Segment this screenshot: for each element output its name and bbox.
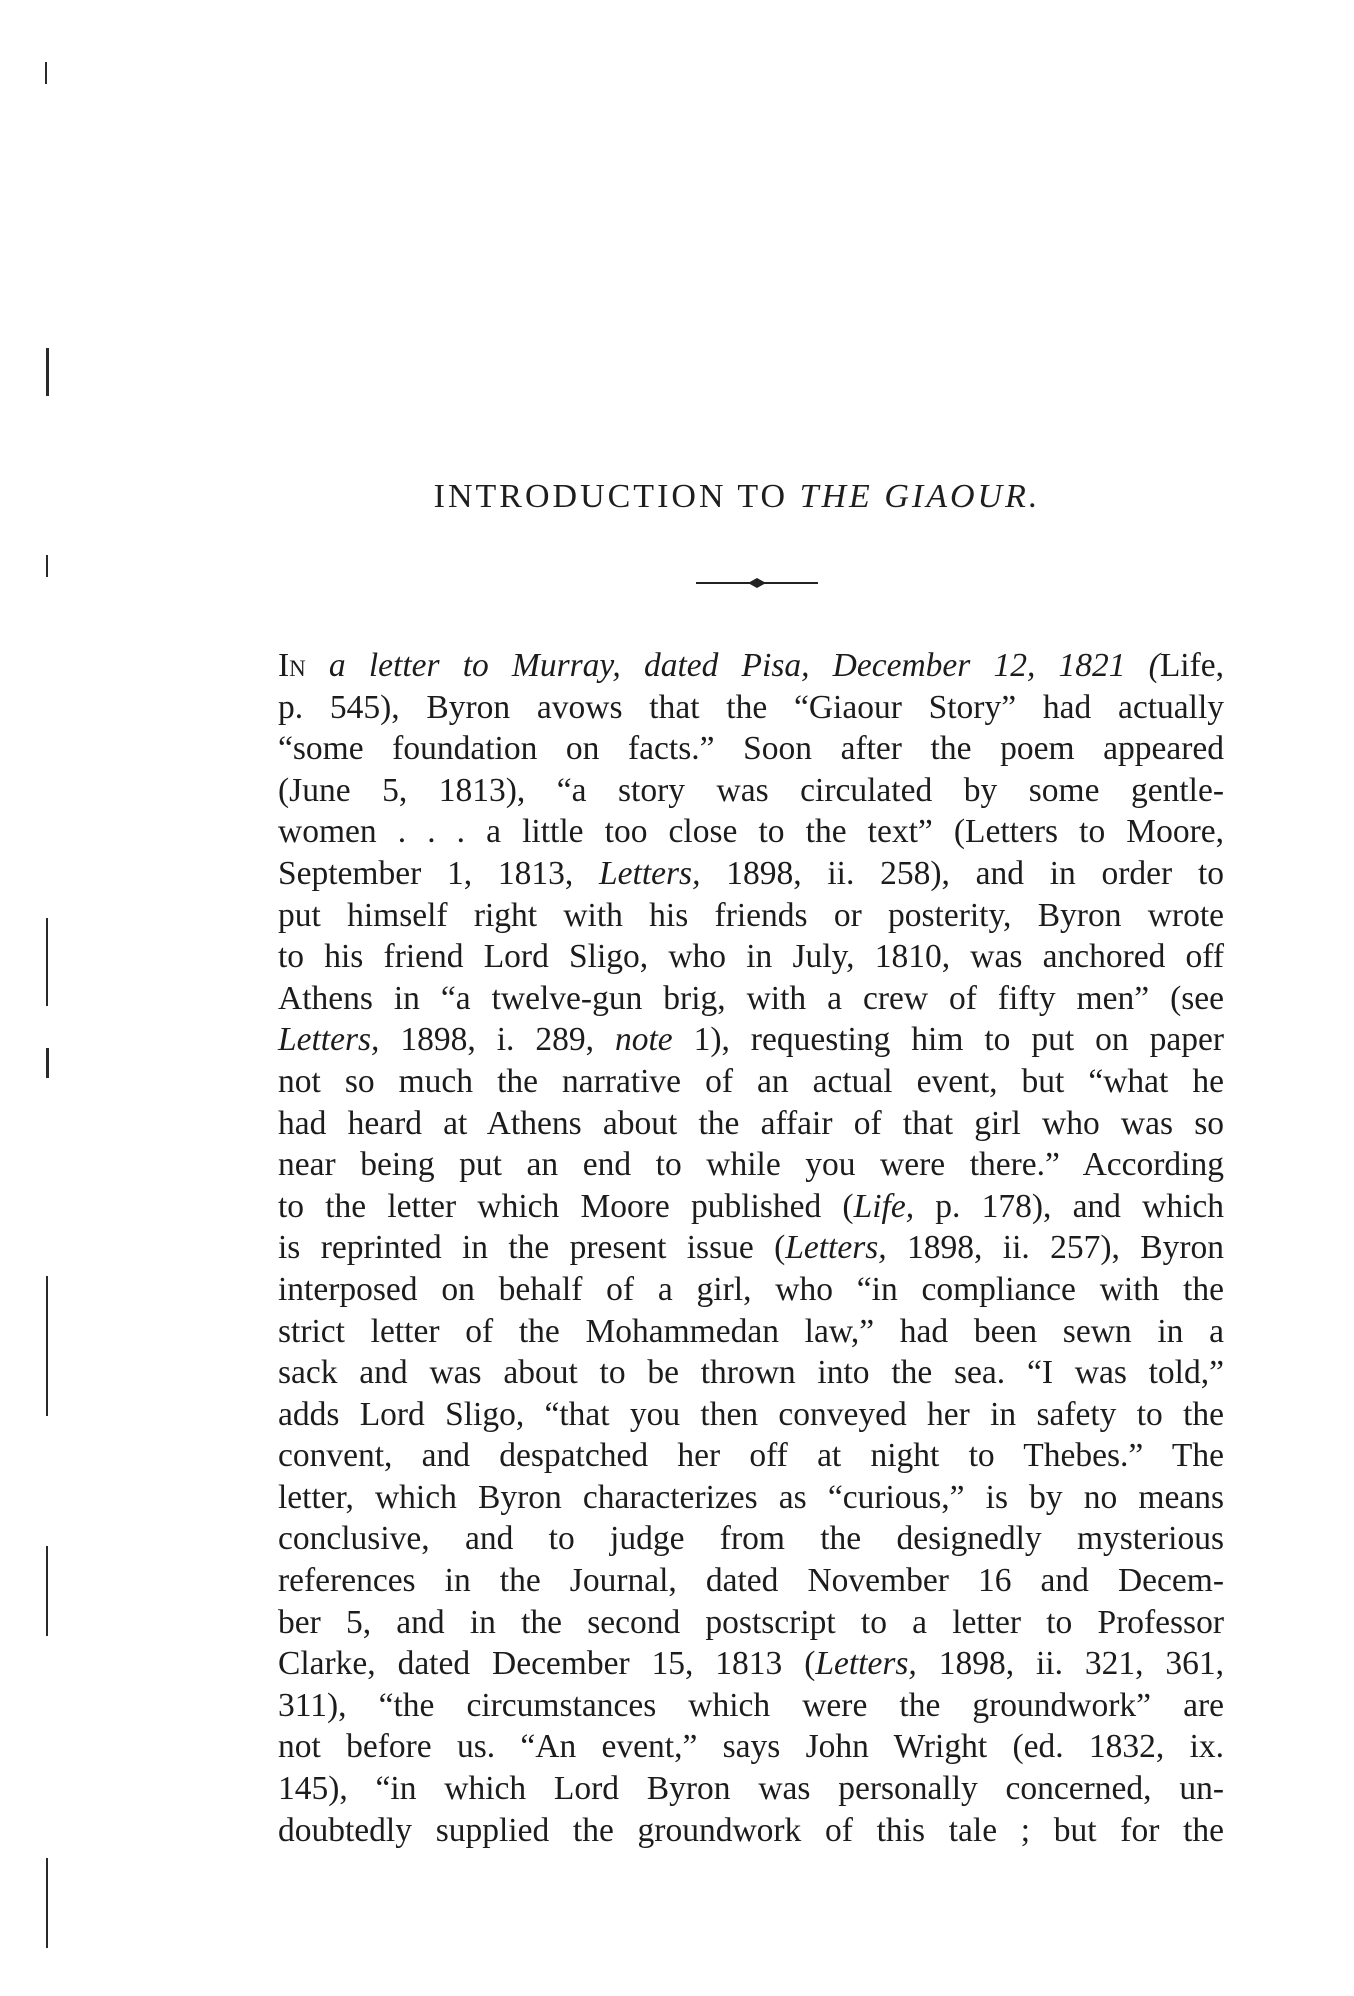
text-line: [278, 1144, 1224, 1186]
text-line: [278, 1435, 1224, 1477]
scan-edge-mark: [46, 348, 49, 396]
text-line: [278, 1061, 1224, 1103]
text-segment: Clarke, dated December 15, 1813 (: [278, 1645, 816, 1683]
text-line: [278, 1019, 1224, 1061]
scan-edge-mark: [46, 1276, 48, 1416]
text-segment: p. 178), and which: [914, 1187, 1224, 1225]
text-segment: women . . . a little too close to the text” (Letters to Moore,: [278, 813, 1224, 851]
text-line: [278, 1602, 1224, 1644]
text-segment: Life,: [1159, 647, 1224, 684]
text-line: [278, 1810, 1224, 1852]
text-line: [278, 1186, 1224, 1228]
text-segment: “some foundation on facts.” Soon after the poem appeared: [278, 730, 1224, 768]
text-segment: near being put an end to while you were there.” According: [278, 1146, 1224, 1184]
scan-edge-mark: [46, 1858, 48, 1948]
text-line: [278, 770, 1224, 812]
text-segment: conclusive, and to judge from the designedly mysterious: [278, 1520, 1224, 1558]
text-segment: 1898, i. 289,: [379, 1021, 615, 1059]
text-line: [278, 1518, 1224, 1560]
italic-citation: Letters,: [785, 1229, 887, 1267]
italic-citation: note: [614, 1021, 673, 1059]
text-segment: to his friend Lord Sligo, who in July, 1810, was anchored off: [278, 938, 1224, 976]
text-segment: 1898, ii. 257), Byron: [886, 1229, 1224, 1267]
text-segment: ber 5, and in the second postscript to a letter to Professor: [278, 1603, 1224, 1641]
text-line: [278, 853, 1224, 895]
text-segment: not before us. “An event,” says John Wright (ed. 1832, ix.: [278, 1728, 1224, 1766]
text-segment: interposed on behalf of a girl, who “in compliance with the: [278, 1270, 1224, 1308]
text-line: [278, 978, 1224, 1020]
text-line: [278, 1560, 1224, 1602]
text-line: [278, 1352, 1224, 1394]
text-line: [278, 728, 1224, 770]
ornament-rule: [696, 578, 818, 588]
text-segment: sack and was about to be thrown into the sea. “I was told,”: [278, 1354, 1224, 1392]
text-segment: to the letter which Moore published (: [278, 1187, 854, 1225]
scan-edge-mark: [46, 1546, 48, 1636]
text-segment: 1898, ii. 258), and in order to: [700, 854, 1225, 892]
text-line: [278, 936, 1224, 978]
text-line: [278, 1477, 1224, 1519]
text-line: [278, 1726, 1224, 1768]
text-segment: had heard at Athens about the affair of that girl who was so: [278, 1104, 1224, 1142]
heading-title: THE GIAOUR.: [799, 478, 1041, 515]
italic-citation: a letter to Murray, dated Pisa, December 12, 1821 (: [305, 647, 1160, 684]
text-segment: p. 545), Byron avows that the “Giaour Story” had actually: [278, 688, 1224, 726]
text-line: [278, 895, 1224, 937]
text-segment: put himself right with his friends or posterity, Byron wrote: [278, 896, 1224, 934]
scan-edge-mark: [45, 62, 47, 84]
scan-edge-mark: [46, 555, 48, 577]
italic-citation: Letters,: [278, 1021, 380, 1059]
italic-citation: Life,: [853, 1187, 915, 1225]
text-segment: 145), “in which Lord Byron was personally concerned, un-: [278, 1770, 1224, 1808]
text-line: [278, 1269, 1224, 1311]
italic-citation: Letters,: [599, 854, 701, 892]
text-line: [278, 1685, 1224, 1727]
scan-edge-mark: [46, 1048, 49, 1078]
text-line: [278, 1227, 1224, 1269]
text-line: [278, 811, 1224, 853]
text-segment: strict letter of the Mohammedan law,” had been sewn in a: [278, 1312, 1224, 1350]
text-segment: convent, and despatched her off at night to Thebes.” The: [278, 1437, 1224, 1475]
italic-citation: Letters,: [815, 1645, 917, 1683]
body-text: [278, 645, 1224, 1851]
text-line: [278, 687, 1224, 729]
text-line: [278, 1103, 1224, 1145]
heading-prefix: INTRODUCTION TO: [433, 478, 789, 515]
text-segment: 311), “the circumstances which were the groundwork” are: [278, 1686, 1224, 1724]
text-line: [278, 1643, 1224, 1685]
text-segment: references in the Journal, dated November 16 and Decem-: [278, 1562, 1224, 1600]
text-line: [278, 1311, 1224, 1353]
text-line: [278, 1394, 1224, 1436]
text-segment: doubtedly supplied the groundwork of this tale ; but for the: [278, 1811, 1224, 1849]
chapter-heading: [0, 478, 1354, 516]
text-line: [278, 645, 1224, 687]
text-line: [278, 1768, 1224, 1810]
text-segment: adds Lord Sligo, “that you then conveyed her in safety to the: [278, 1395, 1224, 1433]
scan-edge-mark: [46, 918, 48, 1006]
text-segment: not so much the narrative of an actual event, but “what he: [278, 1062, 1224, 1100]
drop-initial: In: [278, 647, 306, 684]
text-segment: Athens in “a twelve-gun brig, with a crew of fifty men” (see: [278, 979, 1224, 1017]
text-segment: 1898, ii. 321, 361,: [916, 1645, 1224, 1683]
text-segment: 1), requesting him to put on paper: [672, 1021, 1224, 1059]
text-segment: letter, which Byron characterizes as “curious,” is by no means: [278, 1478, 1224, 1516]
text-segment: is reprinted in the present issue (: [278, 1229, 786, 1267]
text-segment: September 1, 1813,: [278, 854, 600, 892]
text-segment: (June 5, 1813), “a story was circulated by some gentle-: [278, 771, 1224, 809]
